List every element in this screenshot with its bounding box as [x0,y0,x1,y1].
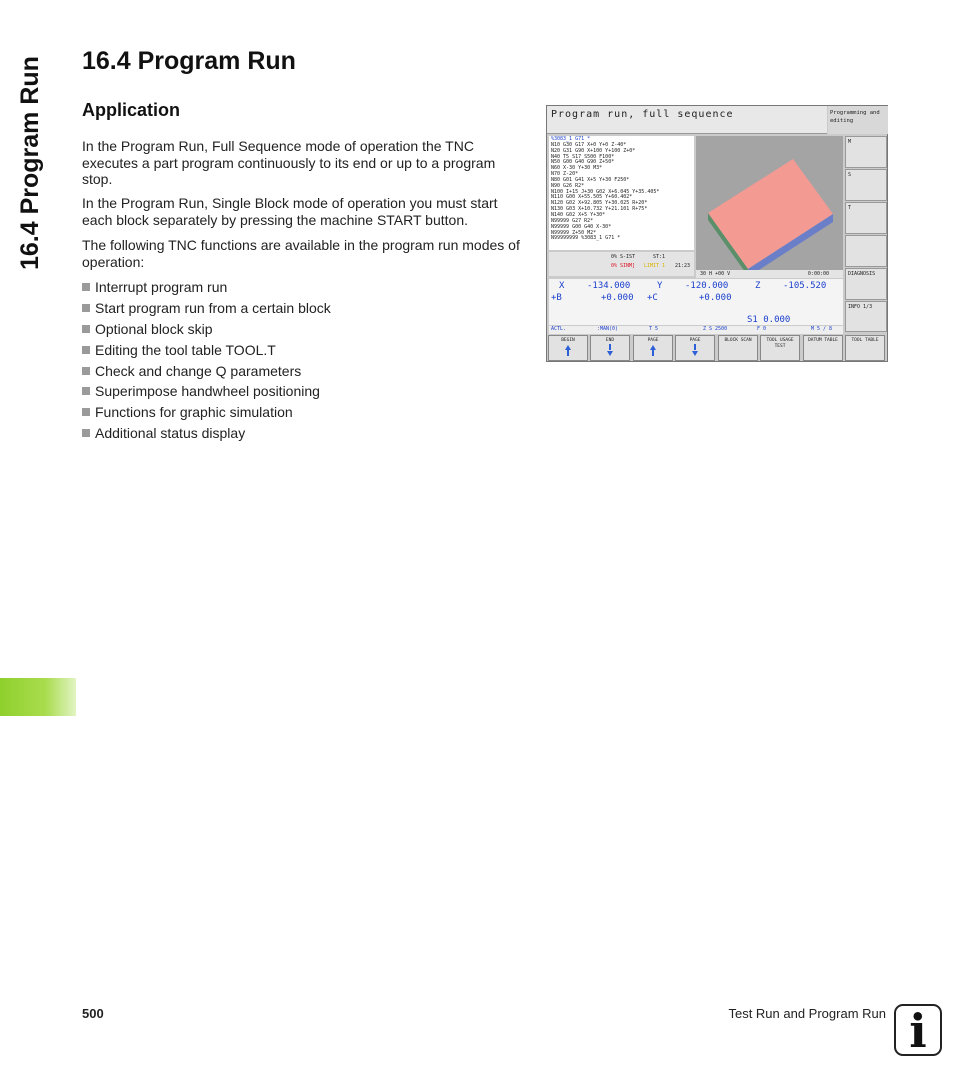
actl-label: ACTL. [551,326,567,332]
paragraph-single-block: In the Program Run, Single Block mode of operation you must start each block separately by pressing the machine START button. [82,195,498,228]
program-line: N40 T5 S17 S500 F100* [551,153,615,160]
list-item: Start program run from a certain block [82,300,331,321]
program-status-panel [549,252,694,276]
list-item: Optional block skip [82,321,331,342]
program-line: N120 G02 X+92.805 Y+30.025 R+20* [551,200,648,207]
list-item: Interrupt program run [82,279,331,300]
graphic-status-bar [696,270,843,278]
arrow-down-icon [692,351,698,356]
screen-title: Program run, full sequence [547,106,827,134]
axis-z-label: Z [755,281,761,291]
program-line: N80 G01 G41 X+5 Y+30 F250* [551,176,630,183]
program-line: N70 Z-20* [551,171,579,178]
program-line: N60 X-30 Y+30 M3* [551,165,603,172]
axis-c-label: +C [647,293,658,303]
spindle-nominal: 0% SINM] [611,263,636,269]
page-up-softkey[interactable]: PAGE [633,335,673,361]
m-functions: M 5 / 8 [811,326,833,332]
program-line: N100 I+15 J+30 G02 X+6.045 Y+35.405* [551,188,660,195]
list-item: Check and change Q parameters [82,363,331,384]
side-chapter-label: 16.4 Program Run [16,56,44,270]
mode-indicator: Programming and editing [828,106,888,134]
program-line: N99999999 %3083_1 G71 * [551,235,621,242]
graphic-view: 30 H +00 V [700,271,731,277]
program-line: N130 G03 X+10.732 Y+21.101 R+75* [551,206,648,213]
bullet-icon [82,304,90,312]
limit-indicator: LIMIT 1 [644,263,666,269]
horizontal-softkey-bar [547,335,887,361]
program-line: N99999 Z+50 M2* [551,229,597,236]
machine-status-line [549,326,843,334]
program-line: N140 G02 X+5 Y+30* [551,211,606,218]
function-list [82,279,331,446]
chapter-title: Test Run and Program Run [728,1006,886,1021]
paragraph-functions-intro: The following TNC functions are available in the program run modes of operation: [82,237,520,270]
program-line: N99999 G27 R2* [551,217,594,224]
list-item: Additional status display [82,425,331,446]
t-function-softkey[interactable]: T [845,202,887,234]
bullet-icon [82,283,90,291]
program-line: N50 G00 G40 G90 Z+50* [551,159,615,166]
side-chapter-tab [0,0,60,400]
list-item: Functions for graphic simulation [82,404,331,425]
program-line: N99999 G00 G40 X-30* [551,223,612,230]
graphic-simulation [696,136,843,270]
bullet-icon [82,429,90,437]
info-icon: i [894,1004,942,1056]
feed-rate: F 0 [757,326,767,332]
tnc-screenshot [546,105,888,362]
tool-usage-test-softkey[interactable]: TOOL USAGE TEST [760,335,800,361]
axis-x-value: -134.000 [587,281,631,291]
page-number: 500 [82,1006,104,1021]
status-st: ST:1 [653,254,666,260]
position-display [549,279,843,325]
vertical-softkey-bar [845,136,887,332]
tool-number: T 5 [649,326,659,332]
axis-c-value: +0.000 [699,293,732,303]
bullet-icon [82,408,90,416]
subsection-heading: Application [82,100,180,120]
machining-time: 0:00:00 [807,271,829,277]
blank-softkey[interactable] [845,235,887,267]
m-function-softkey[interactable]: M [845,136,887,168]
paragraph-full-sequence: In the Program Run, Full Sequence mode of operation the TNC executes a part program continuously to its end or up to a program stop. [82,138,496,187]
end-softkey[interactable]: END [590,335,630,361]
program-line: %3083_1 G71 * [551,136,591,142]
page-down-softkey[interactable]: PAGE [675,335,715,361]
datum-table-softkey[interactable]: DATUM TABLE [803,335,843,361]
green-thumb-tab [0,678,76,716]
axis-y-value: -120.000 [685,281,729,291]
spindle-actual: 0% S-IST [611,254,636,260]
block-scan-softkey[interactable]: BLOCK SCAN [718,335,758,361]
list-item: Superimpose handwheel positioning [82,383,331,404]
program-line: N110 G00 X+55.505 Y+60.402* [551,194,633,201]
axis-b-label: +B [551,293,562,303]
spindle-s1: S1 0.000 [747,315,791,325]
program-line: N10 G30 G17 X+0 Y+0 Z-40* [551,141,627,148]
list-item: Editing the tool table TOOL.T [82,342,331,363]
info-softkey[interactable]: INFO 1/3 [845,301,887,332]
axis-z-value: -105.520 [783,281,827,291]
clock: 21:23 [675,263,691,269]
arrow-down-icon [607,351,613,356]
manual-indicator: :MAN(0) [597,326,619,332]
program-line: N90 G26 R2* [551,182,585,189]
axis-b-value: +0.000 [601,293,634,303]
begin-softkey[interactable]: BEGIN [548,335,588,361]
workpiece-block-icon [696,136,843,270]
spindle-speed: Z S 2500 [703,326,728,332]
program-line: N20 G31 G90 X+100 Y+100 Z+0* [551,147,636,154]
bullet-icon [82,325,90,333]
tool-table-softkey[interactable]: TOOL TABLE [845,335,885,361]
s-function-softkey[interactable]: S [845,169,887,201]
diagnosis-softkey[interactable]: DIAGNOSIS [845,268,887,300]
bullet-icon [82,367,90,375]
bullet-icon [82,346,90,354]
bullet-icon [82,387,90,395]
axis-y-label: Y [657,281,663,291]
section-heading: 16.4 Program Run [82,47,296,75]
axis-x-label: X [559,281,565,291]
program-listing [549,136,694,250]
